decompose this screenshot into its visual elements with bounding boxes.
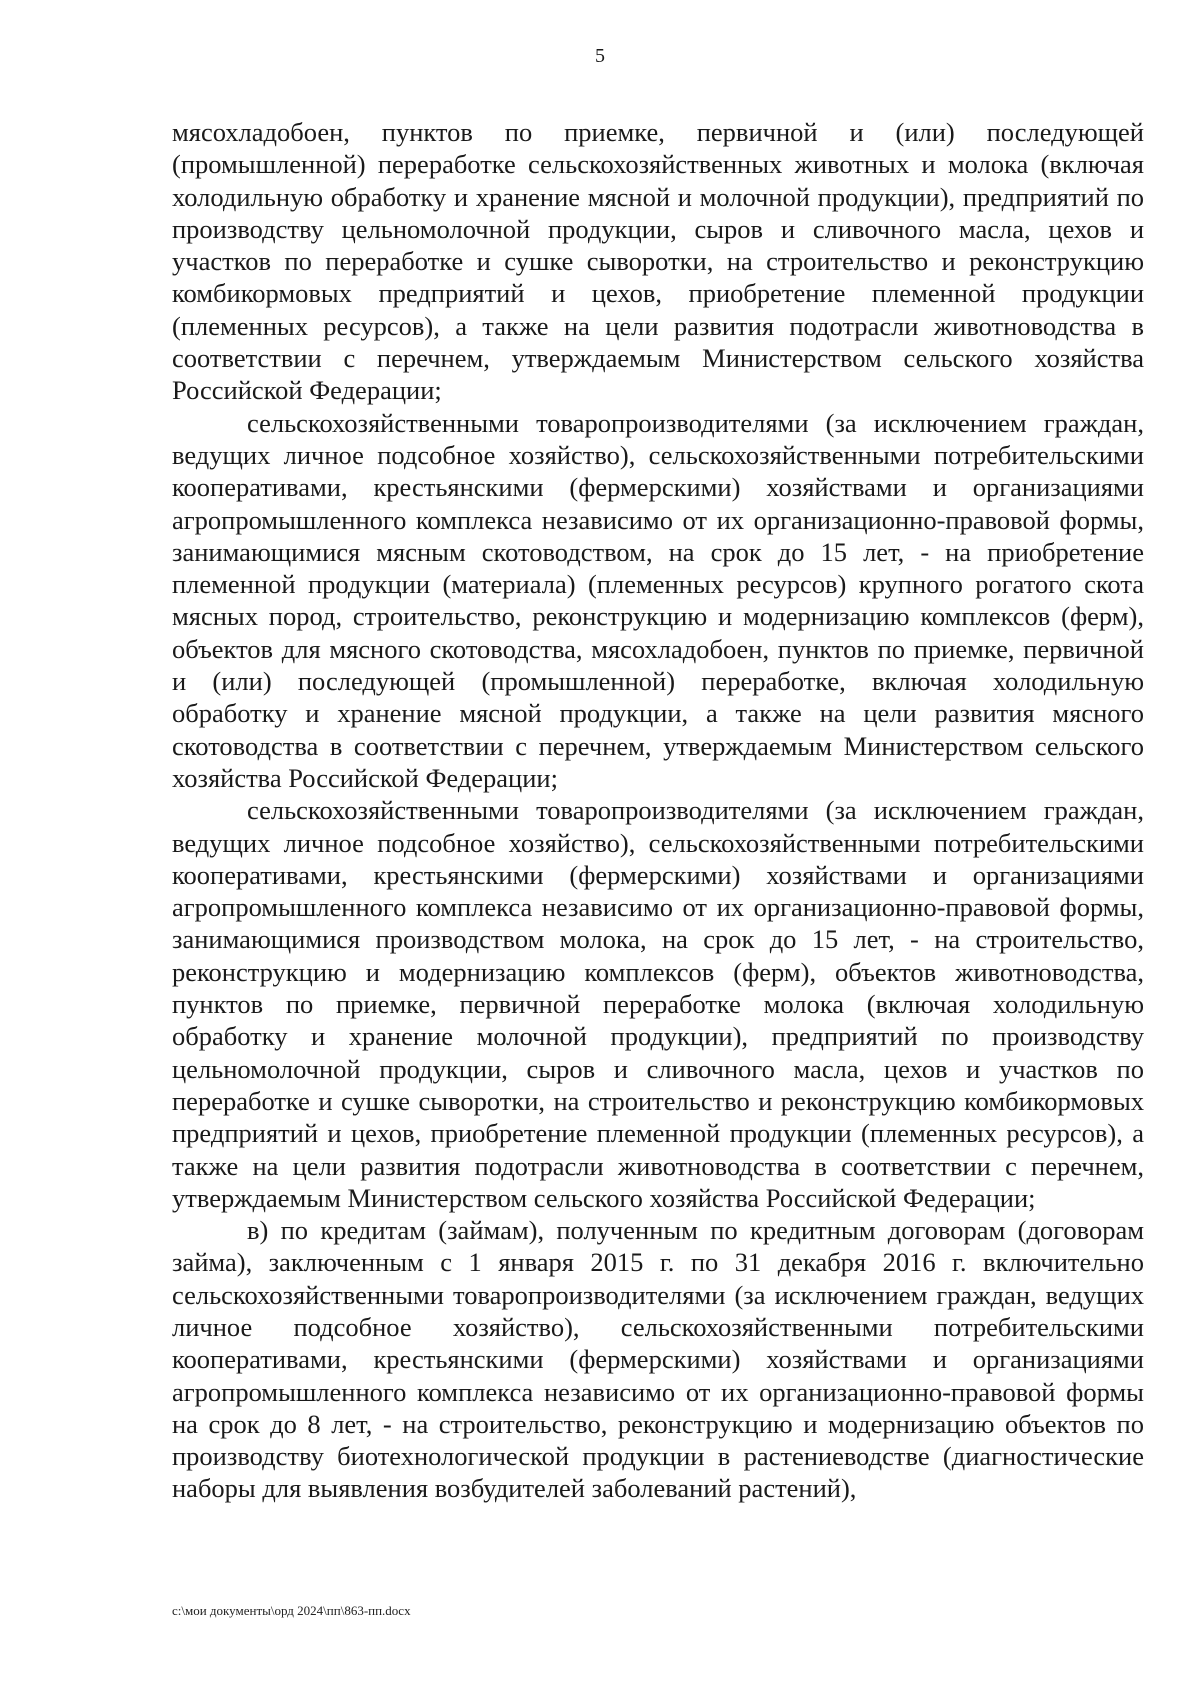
paragraph: мясохладобоен, пунктов по приемке, первичной и (или) последующей (промышленной) переработке сельскохозяйственных животных и молока (включая холодильную обработку и хранение мясной и молочной продукции), предприятий по производству цельномолочной продукции, сыров и сливочного масла, цехов и участков по переработке и сушке сыворотки, на строительство и реконструкцию комбикормовых предприятий и цехов, приобретение племенной продукции (племенных ресурсов), а также на цели развития подотрасли животноводства в соответствии с перечнем, утверждаемым Министерством сельского хозяйства Российской Федерации;: [172, 117, 1144, 406]
paragraph: в) по кредитам (займам), полученным по кредитным договорам (договорам займа), заключенным с 1 января 2015 г. по 31 декабря 2016 г. включительно сельскохозяйственными товаропроизводителями (за исключением граждан, ведущих личное подсобное хозяйство), сельскохозяйственными потребительскими кооперативами, крестьянскими (фермерскими) хозяйствами и организациями агропромышленного комплекса независимо от их организационно-правовой формы на срок до 8 лет, - на строительство, реконструкцию и модернизацию объектов по производству биотехнологической продукции в растениеводстве (диагностические наборы для выявления возбудителей заболеваний растений),: [172, 1215, 1144, 1504]
footer-file-path: c:\мои документы\орд 2024\пп\863-пп.docx: [172, 1603, 411, 1618]
page-number: 5: [595, 45, 605, 67]
paragraph: сельскохозяйственными товаропроизводителями (за исключением граждан, ведущих личное подсобное хозяйство), сельскохозяйственными потребительскими кооперативами, крестьянскими (фермерскими) хозяйствами и организациями агропромышленного комплекса независимо от их организационно-правовой формы, занимающимися производством молока, на срок до 15 лет, - на строительство, реконструкцию и модернизацию комплексов (ферм), объектов животноводства, пунктов по приемке, первичной переработке молока (включая холодильную обработку и хранение молочной продукции), предприятий по производству цельномолочной продукции, сыров и сливочного масла, цехов и участков по переработке и сушке сыворотки, на строительство и реконструкцию комбикормовых предприятий и цехов, приобретение племенной продукции (племенных ресурсов), а также на цели развития подотрасли животноводства в соответствии с перечнем, утверждаемым Министерством сельского хозяйства Российской Федерации;: [172, 795, 1144, 1213]
paragraph: сельскохозяйственными товаропроизводителями (за исключением граждан, ведущих личное подсобное хозяйство), сельскохозяйственными потребительскими кооперативами, крестьянскими (фермерскими) хозяйствами и организациями агропромышленного комплекса независимо от их организационно-правовой формы, занимающимися мясным скотоводством, на срок до 15 лет, - на приобретение племенной продукции (материала) (племенных ресурсов) крупного рогатого скота мясных пород, строительство, реконструкцию и модернизацию комплексов (ферм), объектов для мясного скотоводства, мясохладобоен, пунктов по приемке, первичной и (или) последующей (промышленной) переработке, включая холодильную обработку и хранение мясной продукции, а также на цели развития мясного скотоводства в соответствии с перечнем, утверждаемым Министерством сельского хозяйства Российской Федерации;: [172, 407, 1144, 793]
document-body: [172, 116, 1144, 1505]
